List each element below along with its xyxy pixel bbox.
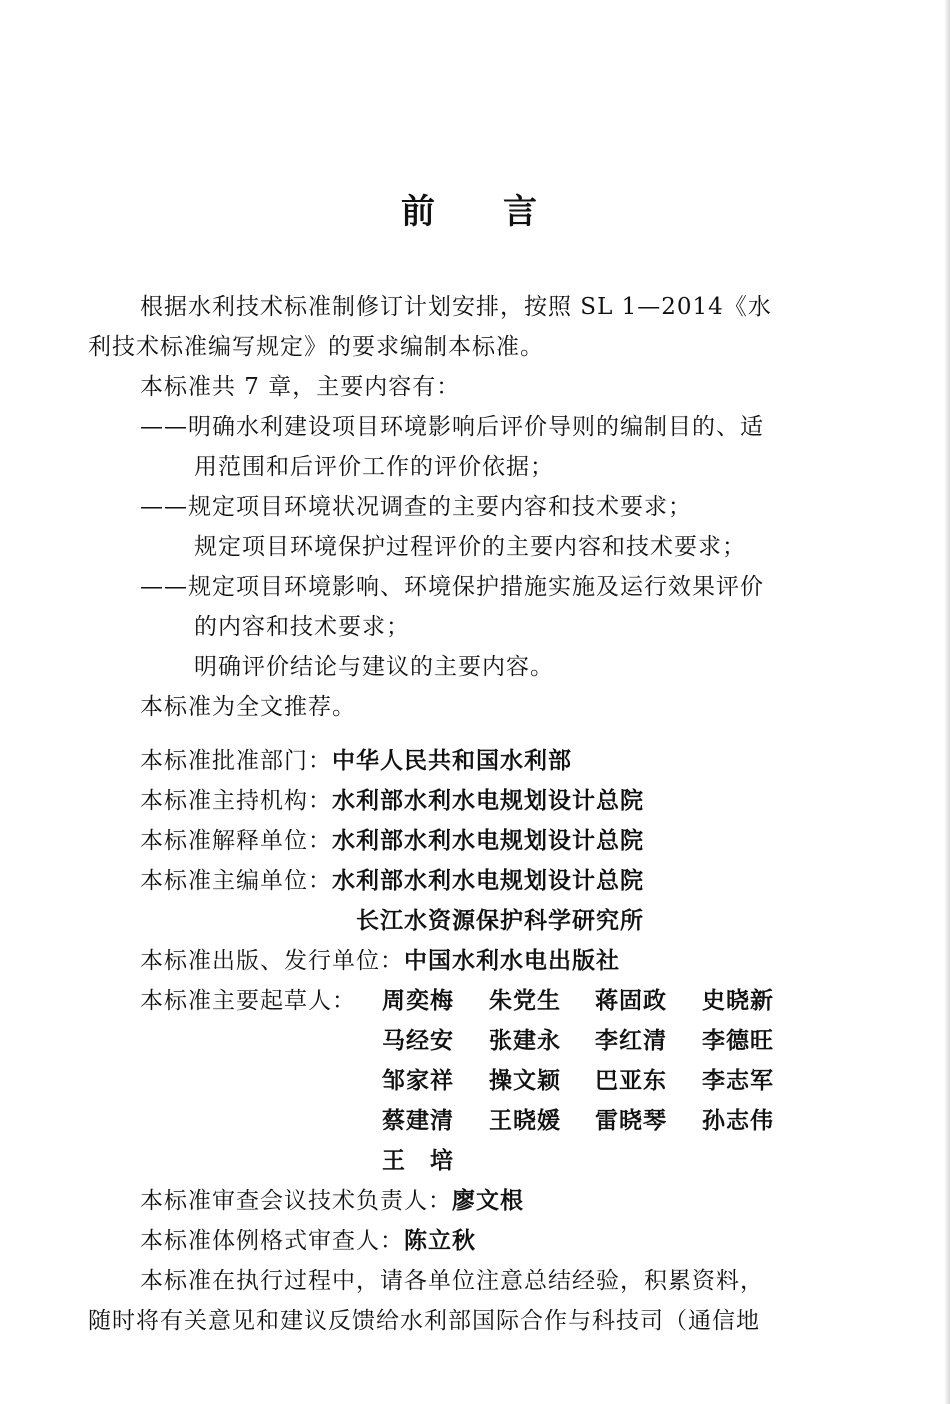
editor-value-1: 水利部水利水电规划设计总院	[332, 867, 644, 894]
host-label: 本标准主持机构：	[140, 788, 332, 814]
editor-row	[140, 866, 644, 896]
closing-line-1: 本标准在执行过程中，请各单位注意总结经验，积累资料，	[140, 1268, 764, 1294]
drafter: 王晓媛	[489, 1107, 561, 1134]
chapters-intro: 本标准共 7 章，主要内容有：	[140, 374, 461, 400]
drafter: 史晓新	[702, 987, 774, 1014]
drafter: 王 培	[382, 1147, 454, 1174]
drafter: 李红清	[595, 1027, 667, 1054]
drafter: 雷晓琴	[595, 1107, 667, 1134]
tech-reviewer-row	[140, 1186, 524, 1216]
drafter: 周奕梅	[382, 987, 454, 1014]
intro-line-2: 利技术标准编写规定》的要求编制本标准。	[88, 334, 544, 360]
approval-row	[140, 746, 572, 776]
drafter: 蒋固政	[595, 987, 667, 1014]
format-reviewer-label: 本标准体例格式审查人：	[140, 1228, 404, 1254]
format-reviewer-row	[140, 1226, 476, 1256]
publisher-value: 中国水利水电出版社	[404, 947, 620, 974]
item-1-line-2: 用范围和后评价工作的评价依据；	[194, 454, 554, 480]
item-4-line-1: ——规定项目环境影响、环境保护措施实施及运行效果评价	[140, 574, 764, 600]
drafter: 马经安	[382, 1027, 454, 1054]
interp-row	[140, 826, 644, 856]
intro-line-1: 根据水利技术标准制修订计划安排，按照 SL 1—2014《水	[140, 294, 772, 320]
drafter: 操文颖	[489, 1067, 561, 1094]
item-1-line-1: ——明确水利建设项目环境影响后评价导则的编制目的、适	[140, 414, 764, 440]
drafter: 朱党生	[489, 987, 561, 1014]
item-4-line-2: 的内容和技术要求；	[194, 614, 410, 640]
interp-value: 水利部水利水电规划设计总院	[332, 827, 644, 854]
approval-value: 中华人民共和国水利部	[332, 747, 572, 774]
recommend-note: 本标准为全文推荐。	[140, 694, 356, 720]
item-2: ——规定项目环境状况调查的主要内容和技术要求；	[140, 494, 692, 520]
drafter: 孙志伟	[702, 1107, 774, 1134]
host-value: 水利部水利水电规划设计总院	[332, 787, 644, 814]
drafter: 巴亚东	[595, 1067, 667, 1094]
drafter: 李德旺	[702, 1027, 774, 1054]
item-3: 规定项目环境保护过程评价的主要内容和技术要求；	[194, 534, 746, 560]
page-edge	[944, 0, 950, 1404]
host-row	[140, 786, 644, 816]
drafter: 邹家祥	[382, 1067, 454, 1094]
drafters-label: 本标准主要起草人：	[140, 988, 356, 1014]
editor-label: 本标准主编单位：	[140, 868, 332, 894]
drafter: 张建永	[489, 1027, 561, 1054]
tech-reviewer-label: 本标准审查会议技术负责人：	[140, 1188, 452, 1214]
title-char-1: 前	[401, 192, 437, 232]
title-char-2: 言	[503, 192, 539, 232]
publisher-row	[140, 946, 620, 976]
page-title	[0, 184, 940, 233]
item-5: 明确评价结论与建议的主要内容。	[194, 654, 554, 680]
publisher-label: 本标准出版、发行单位：	[140, 948, 404, 974]
interp-label: 本标准解释单位：	[140, 828, 332, 854]
tech-reviewer-value: 廖文根	[452, 1187, 524, 1214]
format-reviewer-value: 陈立秋	[404, 1227, 476, 1254]
editor-value-2: 长江水资源保护科学研究所	[356, 907, 644, 934]
drafter: 李志军	[702, 1067, 774, 1094]
approval-label: 本标准批准部门：	[140, 748, 332, 774]
drafter: 蔡建清	[382, 1107, 454, 1134]
closing-line-2: 随时将有关意见和建议反馈给水利部国际合作与科技司（通信地	[88, 1308, 760, 1334]
